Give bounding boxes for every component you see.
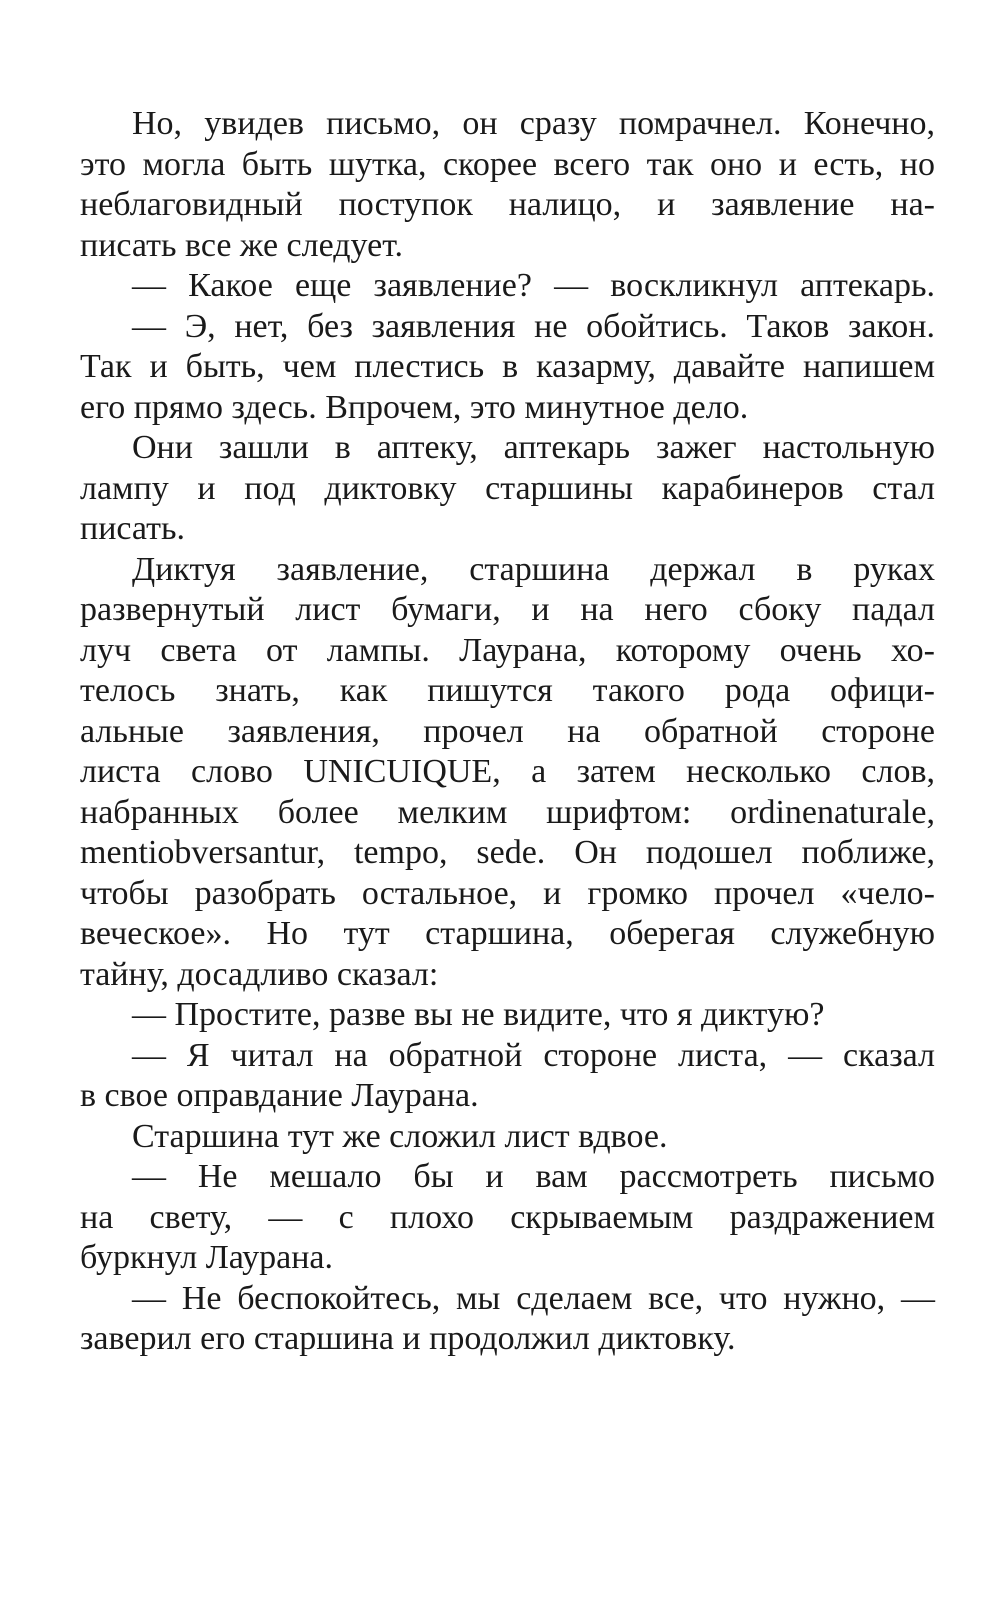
text-line: — Простите, разве вы не видите, что я диктую? [132,996,825,1033]
text-line: Диктуя заявление, старшина держал в руках [132,550,935,588]
text-line: буркнул Лаурана. [80,1239,333,1276]
text-line: его прямо здесь. Впрочем, это минутное дело. [80,388,749,426]
text-line: неблаговидный поступок налицо, и заявление на- [80,186,935,223]
text-line: развернутый лист бумаги, и на него сбоку падал [80,591,935,628]
text-line: mentiobversantur, tempo, sede. Он подошел поближе, [80,834,935,871]
text-line: писать. [80,510,185,547]
text-line: тайну, досадливо сказал: [80,955,439,993]
text-line: набранных более мелким шрифтом: ordinenaturale, [80,793,935,831]
text-line: Старшина тут же сложил лист вдвое. [132,1117,668,1155]
text-line: — Не мешало бы и вам рассмотреть письмо [132,1158,935,1195]
text-line: писать все же следует. [80,226,403,264]
text-line: веческое». Но тут старшина, оберегая служебную [80,915,935,952]
text-line: Они зашли в аптеку, аптекарь зажег настольную [132,429,935,466]
text-line: на свету, — с плохо скрываемым раздражением [80,1198,935,1236]
text-line: — Не беспокойтесь, мы сделаем все, что нужно, — [132,1279,935,1317]
text-line: альные заявления, прочел на обратной стороне [80,712,935,750]
text-line: Но, увидев письмо, он сразу помрачнел. Конечно, [132,105,935,142]
text-line: — Я читал на обратной стороне листа, — сказал [132,1036,935,1074]
book-page-text [80,104,935,1360]
text-line: заверил его старшина и продолжил диктовку. [80,1320,736,1357]
text-line: листа слово UNICUIQUE, а затем несколько слов, [80,753,935,790]
text-line: — Э, нет, без заявления не обойтись. Таков закон. [132,307,935,345]
text-line: — Какое еще заявление? — воскликнул аптекарь. [132,267,935,304]
text-line: луч света от лампы. Лаурана, которому очень хо- [80,631,935,669]
text-line: Так и быть, чем плестись в казарму, давайте напишем [80,348,935,385]
text-line: это могла быть шутка, скорее всего так оно и есть, но [80,145,935,183]
text-line: лампу и под диктовку старшины карабинеров стал [80,469,935,507]
text-line: телось знать, как пишутся такого рода офици- [80,672,935,709]
text-line: чтобы разобрать остальное, и громко прочел «чело- [80,874,935,912]
text-line: в свое оправдание Лаурана. [80,1077,479,1114]
